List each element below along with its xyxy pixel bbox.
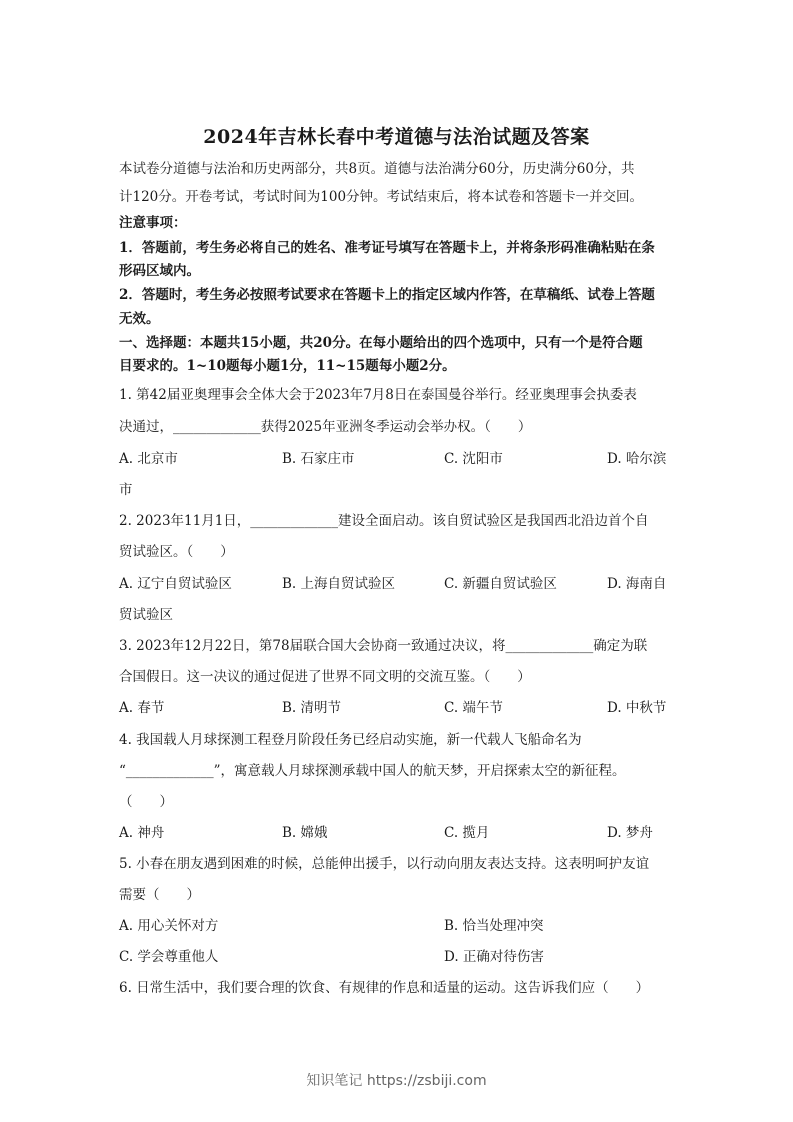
section-1-line-1: 一、选择题：本题共15小题，共20分。在每小题给出的四个选项中，只有一个是符合题 [119, 335, 643, 351]
question-4-option-d: D. 梦舟 [607, 825, 653, 841]
question-5-option-d: D. 正确对待伤害 [444, 949, 544, 965]
question-4-option-a: A. 神舟 [119, 825, 165, 841]
question-4-line-1: 4. 我国载人月球探测工程登月阶段任务已经启动实施，新一代载人飞船命名为 [119, 732, 582, 748]
question-1-line-2: 决通过，_____________获得2025年亚洲冬季运动会举办权。（ ） [119, 419, 532, 435]
question-3-option-c: C. 端午节 [444, 700, 503, 716]
page-title: 2024年吉林长春中考道德与法治试题及答案 [203, 126, 590, 148]
intro-line-2: 计120分。开卷考试，考试时间为100分钟。考试结束后，将本试卷和答题卡一并交回。 [119, 189, 644, 205]
section-1-line-2: 目要求的。1~10题每小题1分，11~15题每小题2分。 [119, 358, 456, 374]
notice-2-line-2: 无效。 [119, 311, 160, 327]
question-3-option-a: A. 春节 [119, 700, 165, 716]
question-4-option-c: C. 揽月 [444, 825, 490, 841]
question-4-line-3: （ ） [119, 794, 173, 810]
question-2-option-a: A. 辽宁自贸试验区 [119, 576, 232, 592]
question-2-option-c: C. 新疆自贸试验区 [444, 576, 557, 592]
question-3-option-d: D. 中秋节 [607, 700, 667, 716]
question-1-option-d-continued: 市 [119, 482, 133, 498]
question-5-option-a: A. 用心关怀对方 [119, 918, 219, 934]
question-1-option-a: A. 北京市 [119, 451, 178, 467]
question-2-option-b: B. 上海自贸试验区 [282, 576, 396, 592]
question-3-line-1: 3. 2023年12月22日，第78届联合国大会协商一致通过决议，将_____________确定为联 [119, 638, 648, 654]
question-4-line-2: “_____________”，寓意载人月球探测承载中国人的航天梦，开启探索太空的新征程。 [119, 763, 626, 779]
question-5-line-1: 5. 小春在朋友遇到困难的时候，总能伸出援手，以行动向朋友表达支持。这表明呵护友谊 [119, 856, 650, 872]
question-1-option-d: D. 哈尔滨 [607, 451, 667, 467]
question-2-option-d: D. 海南自 [607, 576, 667, 592]
question-1-option-b: B. 石家庄市 [282, 451, 355, 467]
notice-1-line-1: 1．答题前，考生务必将自己的姓名、准考证号填写在答题卡上，并将条形码准确粘贴在条 [119, 240, 655, 256]
question-4-option-b: B. 嫦娥 [282, 825, 328, 841]
question-5-option-b: B. 恰当处理冲突 [444, 918, 544, 934]
question-6-line-1: 6. 日常生活中，我们要合理的饮食、有规律的作息和适量的运动。这告诉我们应（ ） [119, 980, 650, 996]
question-1-option-c: C. 沈阳市 [444, 451, 503, 467]
question-2-option-d-continued: 贸试验区 [119, 607, 173, 623]
question-2-line-2: 贸试验区。（ ） [119, 544, 234, 560]
footer-watermark: 知识笔记 https://zsbiji.com [306, 1073, 487, 1089]
question-5-option-c: C. 学会尊重他人 [119, 949, 219, 965]
question-3-line-2: 合国假日。这一决议的通过促进了世界不同文明的交流互鉴。（ ） [119, 669, 531, 685]
intro-line-1: 本试卷分道德与法治和历史两部分，共8页。道德与法治满分60分，历史满分60分，共 [119, 161, 635, 177]
notice-2-line-1: 2．答题时，考生务必按照考试要求在答题卡上的指定区域内作答，在草稿纸、试卷上答题 [119, 287, 655, 303]
question-3-option-b: B. 清明节 [282, 700, 342, 716]
question-5-line-2: 需要（ ） [119, 887, 200, 903]
notice-heading: 注意事项： [119, 215, 187, 231]
notice-1-line-2: 形码区域内。 [119, 263, 200, 279]
question-1-line-1: 1. 第42届亚奥理事会全体大会于2023年7月8日在泰国曼谷举行。经亚奥理事会执委表 [119, 387, 637, 403]
question-2-line-1: 2. 2023年11月1日，_____________建设全面启动。该自贸试验区是我国西北沿边首个自 [119, 513, 649, 529]
